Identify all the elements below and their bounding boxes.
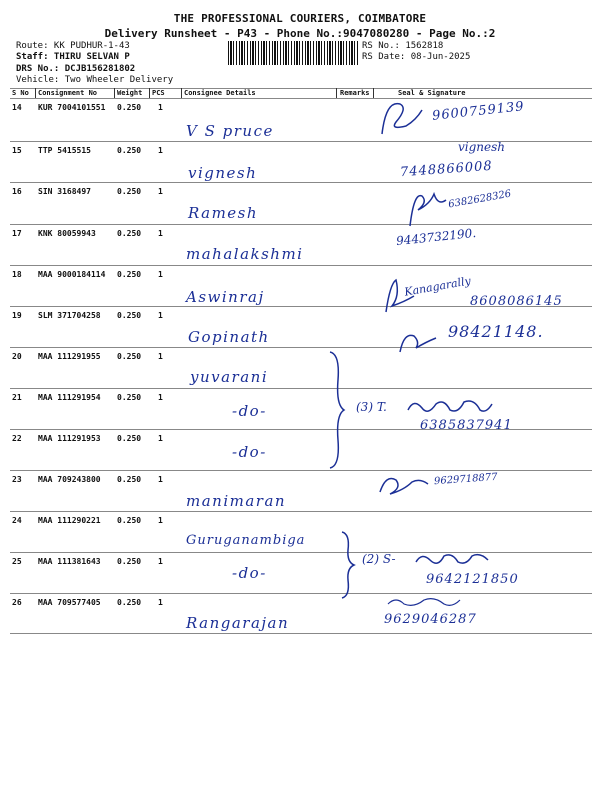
handwritten-name: vignesh bbox=[188, 164, 258, 182]
row-consignment: KNK 80059943 bbox=[38, 229, 96, 238]
row-weight: 0.250 bbox=[117, 187, 142, 196]
handwritten-phone: 6382628326 bbox=[447, 188, 513, 211]
handwritten-phone: 9443732190. bbox=[395, 225, 477, 249]
row-pcs: 1 bbox=[158, 187, 163, 196]
signature-scribble bbox=[404, 396, 494, 418]
row-weight: 0.250 bbox=[117, 557, 142, 566]
brace-mark bbox=[338, 530, 360, 600]
signature-scribble bbox=[378, 96, 428, 140]
row-sno: 25 bbox=[12, 557, 22, 566]
row-pcs: 1 bbox=[158, 393, 163, 402]
row-sno: 19 bbox=[12, 311, 22, 320]
row-pcs: 1 bbox=[158, 434, 163, 443]
handwritten-name: -do- bbox=[232, 402, 267, 420]
row-pcs: 1 bbox=[158, 270, 163, 279]
row-weight: 0.250 bbox=[117, 598, 142, 607]
row-weight: 0.250 bbox=[117, 103, 142, 112]
row-weight: 0.250 bbox=[117, 393, 142, 402]
staff-text: Staff: THIRU SELVAN P bbox=[16, 52, 130, 62]
row-consignment: KUR 7004101551 bbox=[38, 103, 106, 112]
table-row bbox=[10, 431, 592, 472]
signature-scribble bbox=[412, 550, 492, 570]
row-consignment: MAA 709243800 bbox=[38, 475, 101, 484]
company-title: THE PROFESSIONAL COURIERS, COIMBATORE bbox=[173, 12, 427, 25]
row-pcs: 1 bbox=[158, 516, 163, 525]
handwritten-name: yuvarani bbox=[190, 368, 269, 386]
col-remarks: Remarks bbox=[340, 89, 370, 97]
handwritten-phone: 98421148. bbox=[448, 322, 544, 341]
row-consignment: MAA 111290221 bbox=[38, 516, 101, 525]
row-sno: 26 bbox=[12, 598, 22, 607]
row-pcs: 1 bbox=[158, 475, 163, 484]
table-row bbox=[10, 349, 592, 390]
row-pcs: 1 bbox=[158, 146, 163, 155]
row-sno: 24 bbox=[12, 516, 22, 525]
table-row bbox=[10, 472, 592, 513]
row-weight: 0.250 bbox=[117, 434, 142, 443]
handwritten-signature: (2) S- bbox=[362, 552, 396, 566]
row-consignment: TTP 5415515 bbox=[38, 146, 91, 155]
handwritten-phone: 9600759139 bbox=[431, 99, 526, 124]
row-consignment: SIN 3168497 bbox=[38, 187, 91, 196]
table-header bbox=[10, 88, 592, 98]
row-weight: 0.250 bbox=[117, 270, 142, 279]
route-text: Route: KK PUDHUR-1-43 bbox=[16, 41, 130, 51]
row-weight: 0.250 bbox=[117, 352, 142, 361]
row-consignment: MAA 709577405 bbox=[38, 598, 101, 607]
signature-scribble bbox=[384, 594, 464, 610]
row-weight: 0.250 bbox=[117, 475, 142, 484]
row-sno: 22 bbox=[12, 434, 22, 443]
handwritten-phone: 9629718877 bbox=[433, 471, 498, 488]
signature-scribble bbox=[396, 318, 440, 358]
row-pcs: 1 bbox=[158, 229, 163, 238]
row-sno: 16 bbox=[12, 187, 22, 196]
rs-date: RS Date: 08-Jun-2025 bbox=[362, 52, 471, 62]
col-seal: Seal & Signature bbox=[398, 89, 466, 97]
row-sno: 20 bbox=[12, 352, 22, 361]
handwritten-name: manimaran bbox=[186, 492, 287, 510]
col-weight: Weight bbox=[117, 89, 143, 97]
handwritten-name: mahalakshmi bbox=[186, 245, 304, 263]
handwritten-phone: 7448866008 bbox=[399, 158, 494, 181]
row-consignment: MAA 9000184114 bbox=[38, 270, 106, 279]
handwritten-signature: vignesh bbox=[458, 140, 506, 154]
row-pcs: 1 bbox=[158, 311, 163, 320]
table-row bbox=[10, 595, 592, 636]
row-pcs: 1 bbox=[158, 598, 163, 607]
col-sno: S No bbox=[12, 89, 29, 97]
signature-scribble bbox=[404, 186, 450, 230]
handwritten-phone: 6385837941 bbox=[420, 418, 513, 433]
handwritten-name: V S pruce bbox=[186, 122, 274, 140]
row-sno: 17 bbox=[12, 229, 22, 238]
handwritten-signature: Kanagarally bbox=[403, 274, 472, 299]
handwritten-name: Ramesh bbox=[188, 204, 259, 222]
barcode bbox=[228, 41, 358, 65]
col-consignee: Consignee Details bbox=[184, 89, 256, 97]
vehicle-text: Vehicle: Two Wheeler Delivery bbox=[16, 75, 174, 85]
row-sno: 23 bbox=[12, 475, 22, 484]
row-weight: 0.250 bbox=[117, 229, 142, 238]
row-sno: 18 bbox=[12, 270, 22, 279]
handwritten-name: Guruganambiga bbox=[186, 533, 306, 548]
row-consignment: MAA 111291955 bbox=[38, 352, 101, 361]
handwritten-phone: 9642121850 bbox=[426, 572, 519, 587]
handwritten-name: Gopinath bbox=[188, 328, 270, 346]
handwritten-name: Rangarajan bbox=[186, 614, 290, 632]
col-pcs: PCS bbox=[152, 89, 165, 97]
handwritten-name: Aswinraj bbox=[186, 288, 265, 306]
handwritten-signature: (3) T. bbox=[356, 400, 387, 414]
row-sno: 21 bbox=[12, 393, 22, 402]
row-pcs: 1 bbox=[158, 103, 163, 112]
row-pcs: 1 bbox=[158, 557, 163, 566]
row-consignment: MAA 111291954 bbox=[38, 393, 101, 402]
row-sno: 14 bbox=[12, 103, 22, 112]
row-consignment: MAA 111291953 bbox=[38, 434, 101, 443]
handwritten-phone: 9629046287 bbox=[384, 612, 477, 627]
drs-text: DRS No.: DCJB156281802 bbox=[16, 64, 136, 74]
row-weight: 0.250 bbox=[117, 146, 142, 155]
handwritten-name: -do- bbox=[232, 564, 267, 582]
row-consignment: SLM 371704258 bbox=[38, 311, 101, 320]
brace-mark bbox=[326, 350, 348, 470]
row-sno: 15 bbox=[12, 146, 22, 155]
handwritten-name: -do- bbox=[232, 443, 267, 461]
row-consignment: MAA 111381643 bbox=[38, 557, 101, 566]
row-weight: 0.250 bbox=[117, 516, 142, 525]
row-weight: 0.250 bbox=[117, 311, 142, 320]
rs-no: RS No.: 1562818 bbox=[362, 41, 444, 51]
signature-scribble bbox=[376, 470, 432, 506]
row-pcs: 1 bbox=[158, 352, 163, 361]
handwritten-phone: 8608086145 bbox=[470, 294, 563, 309]
runsheet-title: Delivery Runsheet - P43 - Phone No.:9047080280 - Page No.:2 bbox=[104, 27, 496, 40]
col-consignment: Consignment No bbox=[38, 89, 98, 97]
